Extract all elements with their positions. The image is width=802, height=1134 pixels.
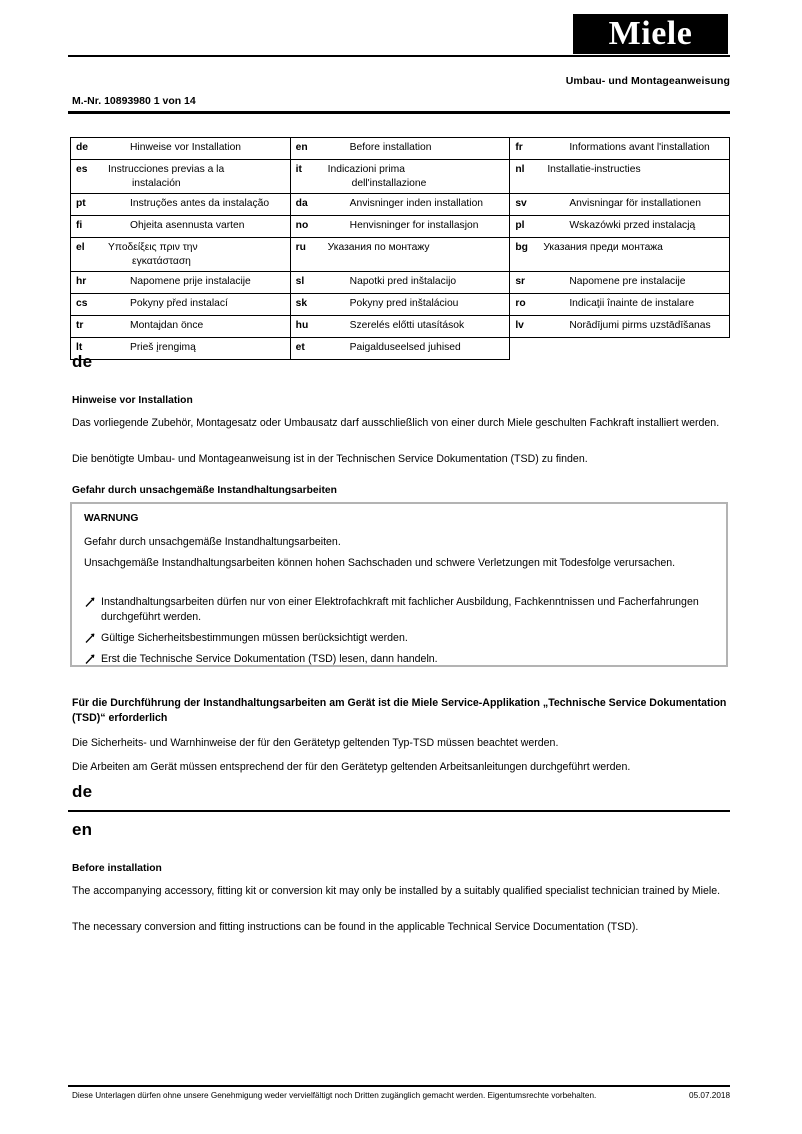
- lang-name: Указания по монтажу: [322, 238, 510, 272]
- lang-code: et: [290, 338, 322, 360]
- table-row: [71, 338, 730, 360]
- table-row: [71, 238, 730, 272]
- lang-name: Paigalduseelsed juhised: [322, 338, 510, 360]
- warning-item-text: Gültige Sicherheitsbestimmungen müssen berücksichtigt werden.: [101, 632, 408, 644]
- lang-name: [322, 160, 510, 194]
- table-row: [71, 216, 730, 238]
- footer-date: 05.07.2018: [689, 1091, 730, 1100]
- lang-name: Instruções antes da instalação: [102, 194, 290, 216]
- lang-name-line2: instalación: [132, 177, 181, 189]
- section-divider-rule: [68, 810, 730, 812]
- footer-rule: [68, 1085, 730, 1087]
- footer-notice: Diese Unterlagen dürfen ohne unsere Genehmigung weder vervielfältigt noch Dritten zugänglich gemacht werden. Eigentumsrechte vorbehalten.: [72, 1091, 597, 1100]
- lang-name: [102, 160, 290, 194]
- header-rule: [68, 111, 730, 114]
- document-number: M.-Nr. 10893980 1 von 14: [72, 95, 196, 107]
- table-row: [71, 160, 730, 194]
- table-row: [71, 138, 730, 160]
- document-subtitle: Umbau- und Montageanweisung: [565, 75, 730, 87]
- lang-code: nl: [510, 160, 542, 194]
- section-heading-de: de: [72, 352, 93, 371]
- paragraph-de-1: Das vorliegende Zubehör, Montagesatz oder Umbausatz darf ausschließlich von einer durch Miele geschulten Fachkraft installiert werden.: [72, 417, 720, 429]
- lang-name: Montajdan önce: [102, 316, 290, 338]
- miele-logo: [573, 14, 728, 54]
- lang-name-line1: Instrucciones previas a la: [108, 164, 225, 175]
- subheading-gefahr: Gefahr durch unsachgemäße Instandhaltungsarbeiten: [72, 485, 337, 496]
- lang-name: Указания преди монтажа: [541, 238, 729, 272]
- lang-name: Anvisninger inden installation: [322, 194, 510, 216]
- paragraph-de-4: Die Arbeiten am Gerät müssen entsprechend der für den Gerätetyp geltenden Arbeitsanleitungen durchgeführt werden.: [72, 761, 631, 773]
- lang-name-empty: [541, 338, 729, 360]
- miele-logo-text: Miele: [608, 15, 693, 52]
- lang-name: Szerelés előtti utasítások: [322, 316, 510, 338]
- lang-code-empty: [510, 338, 542, 360]
- lang-name: Anvisningar för installationen: [541, 194, 729, 216]
- lang-code: lt: [71, 338, 103, 360]
- lang-code: hr: [71, 272, 103, 294]
- lang-code: cs: [71, 294, 103, 316]
- language-table-body: [71, 138, 730, 360]
- lang-code: ro: [510, 294, 542, 316]
- lang-name: Wskazówki przed instalacją: [541, 216, 729, 238]
- warning-list-item: [84, 652, 714, 667]
- lang-code: tr: [71, 316, 103, 338]
- lang-code: fr: [510, 138, 542, 160]
- warning-list-item: [84, 631, 714, 646]
- lang-code: ru: [290, 238, 322, 272]
- lang-code: en: [290, 138, 322, 160]
- arrow-bullet-icon: [84, 632, 97, 644]
- lang-name: Before installation: [322, 138, 510, 160]
- lang-name-line1: Υποδείξεις πριν την: [108, 242, 198, 254]
- arrow-bullet-icon: [84, 596, 97, 608]
- lang-code: sk: [290, 294, 322, 316]
- subheading-before-installation: Before installation: [72, 863, 162, 874]
- lang-name: Napomene prije instalacije: [102, 272, 290, 294]
- warning-box: [70, 502, 728, 667]
- table-row: [71, 316, 730, 338]
- lang-name: Prieš įrengimą: [102, 338, 290, 360]
- section-heading-en: en: [72, 820, 93, 839]
- header-top-rule: [68, 55, 730, 57]
- lang-name: Napomene pre instalacije: [541, 272, 729, 294]
- lang-name: Napotki pred inštalacijo: [322, 272, 510, 294]
- warning-line-2: Unsachgemäße Instandhaltungsarbeiten können hohen Sachschaden und schwere Verletzungen mit Todesfolge verursachen.: [84, 557, 676, 569]
- lang-name-line1: Indicazioni prima: [327, 164, 405, 175]
- lang-name: Hinweise vor Installation: [102, 138, 290, 160]
- lang-name: Henvisninger for installasjon: [322, 216, 510, 238]
- section-end-marker-de: de: [72, 782, 93, 801]
- lang-code: pt: [71, 194, 103, 216]
- warning-title: WARNUNG: [84, 513, 139, 524]
- subheading-hinweise: Hinweise vor Installation: [72, 395, 193, 406]
- table-row: [71, 294, 730, 316]
- lang-code: pl: [510, 216, 542, 238]
- warning-line-1: Gefahr durch unsachgemäße Instandhaltungsarbeiten.: [84, 536, 341, 548]
- lang-code: no: [290, 216, 322, 238]
- lang-code: sr: [510, 272, 542, 294]
- lang-name: Norādījumi pirms uzstādīšanas: [541, 316, 729, 338]
- subheading-tsd-required: Für die Durchführung der Instandhaltungsarbeiten am Gerät ist die Miele Service-Applikation „Technische Service Dokumentation (TSD)“ erforderlich: [72, 697, 727, 725]
- lang-code: lv: [510, 316, 542, 338]
- lang-name-line2: dell'installazione: [351, 177, 427, 189]
- lang-name: Indicaţii înainte de instalare: [541, 294, 729, 316]
- lang-code: hu: [290, 316, 322, 338]
- lang-code: sv: [510, 194, 542, 216]
- table-row: [71, 194, 730, 216]
- lang-name: Installatie-instructies: [541, 160, 729, 194]
- lang-name: Informations avant l'installation: [541, 138, 729, 160]
- warning-list-item: [84, 595, 714, 625]
- lang-name: Pokyny pred inštaláciou: [322, 294, 510, 316]
- arrow-bullet-icon: [84, 653, 97, 665]
- lang-code: sl: [290, 272, 322, 294]
- paragraph-en-1: The accompanying accessory, fitting kit or conversion kit may only be installed by a suitably qualified specialist technician trained by Miele.: [72, 885, 721, 897]
- paragraph-en-2: The necessary conversion and fitting instructions can be found in the applicable Technical Service Documentation (TSD).: [72, 921, 639, 933]
- lang-name: Pokyny před instalací: [102, 294, 290, 316]
- table-row: [71, 272, 730, 294]
- lang-name-line2: εγκατάσταση: [132, 255, 191, 267]
- warning-item-text: Instandhaltungsarbeiten dürfen nur von einer Elektrofachkraft mit fachlicher Ausbildung, Fachkenntnissen und Facherfahrungen durchgeführt werden.: [101, 596, 699, 624]
- paragraph-de-3: Die Sicherheits- und Warnhinweise der für den Gerätetyp geltenden Typ-TSD müssen beachtet werden.: [72, 737, 559, 749]
- paragraph-de-2: Die benötigte Umbau- und Montageanweisung ist in der Technischen Service Dokumentation (TSD) zu finden.: [72, 453, 588, 465]
- lang-code: el: [71, 238, 103, 272]
- warning-item-text: Erst die Technische Service Dokumentation (TSD) lesen, dann handeln.: [101, 653, 438, 665]
- lang-code: da: [290, 194, 322, 216]
- lang-name: [102, 238, 290, 272]
- lang-code: fi: [71, 216, 103, 238]
- lang-code: bg: [510, 238, 542, 272]
- language-index-table: [70, 137, 730, 360]
- lang-name: Ohjeita asennusta varten: [102, 216, 290, 238]
- lang-code: it: [290, 160, 322, 194]
- lang-code: es: [71, 160, 103, 194]
- lang-code: de: [71, 138, 103, 160]
